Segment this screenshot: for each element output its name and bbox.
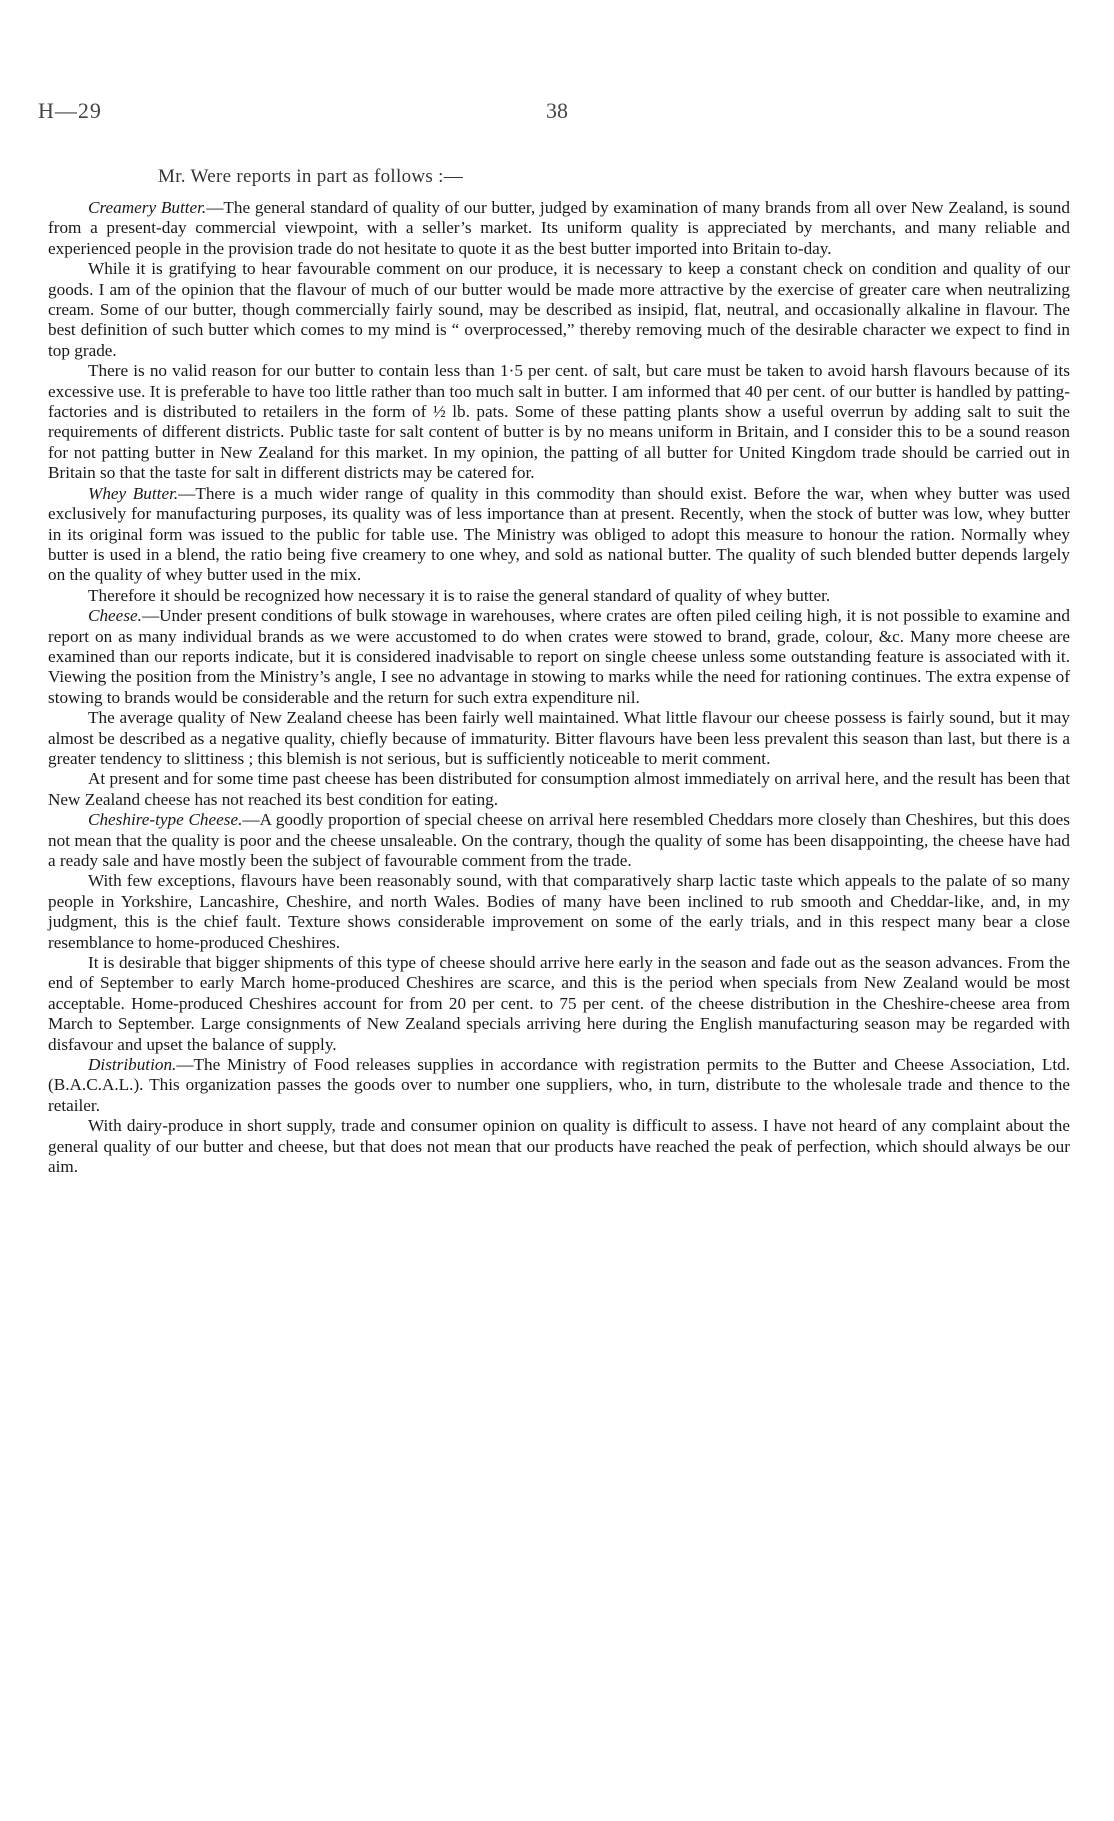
- paragraph-text: —The Ministry of Food releases supplies in accordance with registration permits to the Butter and Cheese Association, Ltd. (B.A.C.A.L.). This organization passes the goods over to number one suppliers, who, in turn, distribute to the wholesale trade and thence to the retailer.: [48, 1055, 1070, 1115]
- paragraph: [48, 953, 1070, 1055]
- document-id: H—29: [38, 98, 102, 123]
- paragraph: [48, 810, 1070, 871]
- paragraph-text: —The general standard of quality of our butter, judged by examination of many brands from all over New Zealand, is sound from a present-day commercial viewpoint, with a seller’s market. Its uniform quality is appreciated by merchants, and many reliable and experienced people in the provision trade do not hesitate to quote it as the best butter imported into Britain to-day.: [48, 198, 1070, 258]
- section-heading: Distribution.: [88, 1055, 177, 1075]
- paragraph-text: With dairy-produce in short supply, trade and consumer opinion on quality is difficult to assess. I have not heard of any complaint about the general quality of our butter and cheese, but that does not mean that our products have reached the peak of perfection, which should always be our aim.: [48, 1116, 1070, 1177]
- paragraph-text: The average quality of New Zealand cheese has been fairly well maintained. What little flavour our cheese possess is fairly sound, but it may almost be described as a negative quality, chiefly because of immaturity. Bitter flavours have been less prevalent this season than last, but there is a greater tendency to slittiness ; this blemish is not serious, but is sufficiently noticeable to merit comment.: [48, 708, 1070, 768]
- paragraph-text: At present and for some time past cheese has been distributed for consumption almost immediately on arrival here, and the result has been that New Zealand cheese has not reached its best condition for eating.: [48, 769, 1070, 809]
- paragraph: [48, 1055, 1070, 1116]
- paragraph-list: [48, 198, 1070, 1178]
- paragraph: [48, 259, 1070, 361]
- paragraph: [48, 708, 1070, 769]
- paragraph-text: With few exceptions, flavours have been reasonably sound, with that comparatively sharp lactic taste which appeals to the palate of so many people in Yorkshire, Lancashire, Cheshire, and north Wales. Bodies of many have been inclined to rub smooth and Cheddar-like, and, in my judgment, this is the chief fault. Texture shows considerable improvement on some of the early trials, and in this respect many bear a close resemblance to home-produced Cheshires.: [48, 871, 1070, 952]
- paragraph: [48, 198, 1070, 259]
- paragraph-text: —Under present conditions of bulk stowage in warehouses, where crates are often piled ceiling high, it is not possible to examine and report on as many individual brands as we were accustomed to do when crates were stowed to brand, grade, colour, &c. Many more cheese are examined than our reports indicate, but it is considered inadvisable to report on single cheese unless some outstanding feature is associated with it. Viewing the position from the Ministry’s angle, I see no advantage in stowing to marks while the need for rationing continues. The extra expense of stowing to brands would be considerable and the return for such extra expenditure nil.: [48, 606, 1070, 707]
- section-heading: Cheese.: [88, 606, 142, 626]
- section-heading: Whey Butter.: [88, 483, 179, 503]
- intro-line: Mr. Were reports in part as follows :—: [158, 166, 464, 187]
- paragraph-text: Therefore it should be recognized how necessary it is to raise the general standard of quality of whey butter.: [88, 585, 831, 605]
- section-heading: Cheshire-type Cheese.: [88, 810, 243, 830]
- paragraph: [48, 769, 1070, 810]
- section-heading: Creamery Butter.: [88, 198, 207, 217]
- paragraph: [48, 1116, 1070, 1177]
- paragraph: [48, 871, 1070, 953]
- paragraph-text: —A goodly proportion of special cheese on arrival here resembled Cheddars more closely than Cheshires, but this does not mean that the quality is poor and the cheese unsaleable. On the contrary, though the quality of some has been disappointing, the cheese have had a ready sale and have mostly been the subject of favourable comment from the trade.: [48, 810, 1070, 870]
- paragraph: [48, 484, 1070, 586]
- paragraph-text: It is desirable that bigger shipments of this type of cheese should arrive here early in the season and fade out as the season advances. From the end of September to early March home-produced Cheshires are scarce, and this is the period when specials from New Zealand would be most acceptable. Home-produced Cheshires account for from 20 per cent. to 75 per cent. of the cheese distribution in the Cheshire-cheese area from March to September. Large consignments of New Zealand specials arriving here during the English manufacturing season may be regarded with disfavour and upset the balance of supply.: [48, 953, 1070, 1054]
- paragraph-text: While it is gratifying to hear favourable comment on our produce, it is necessary to keep a constant check on condition and quality of our goods. I am of the opinion that the flavour of much of our butter would be made more attractive by the exercise of greater care when neutralizing cream. Some of our butter, though commercially fairly sound, may be described as insipid, flat, neutral, and occasionally alkaline in flavour. The best definition of such butter which comes to my mind is “ overprocessed,” thereby removing much of the desirable character we expect to find in top grade.: [48, 259, 1070, 360]
- paragraph: [48, 586, 1070, 606]
- paragraph-text: —There is a much wider range of quality in this commodity than should exist. Before the war, when whey butter was used exclusively for manufacturing purposes, its quality was of less importance than at present. Recently, when the stock of butter was low, whey butter in its original form was issued to the public for table use. The Ministry was obliged to adopt this measure to honour the ration. Normally whey butter is used in a blend, the ratio being five creamery to one whey, and sold as national butter. The quality of such blended butter depends largely on the quality of whey butter used in the mix.: [48, 483, 1070, 585]
- document-body: [48, 166, 1070, 1178]
- page-number: 38: [546, 98, 568, 123]
- paragraph: [48, 361, 1070, 483]
- paragraph: [48, 606, 1070, 708]
- paragraph-text: There is no valid reason for our butter to contain less than 1·5 per cent. of salt, but care must be taken to avoid harsh flavours because of its excessive use. It is preferable to have too little rather than too much salt in butter. I am informed that 40 per cent. of our butter is handled by patting-factories and is distributed to retailers in the form of ½ lb. pats. Some of these patting plants show a useful overrun by adding salt to suit the requirements of different districts. Public taste for salt content of butter is by no means uniform in Britain, and I consider this to be a sound reason for not patting butter in New Zealand for this market. In my opinion, the patting of all butter for United Kingdom trade should be carried out in Britain so that the taste for salt in different districts may be catered for.: [48, 361, 1070, 483]
- page-header: [38, 98, 1076, 128]
